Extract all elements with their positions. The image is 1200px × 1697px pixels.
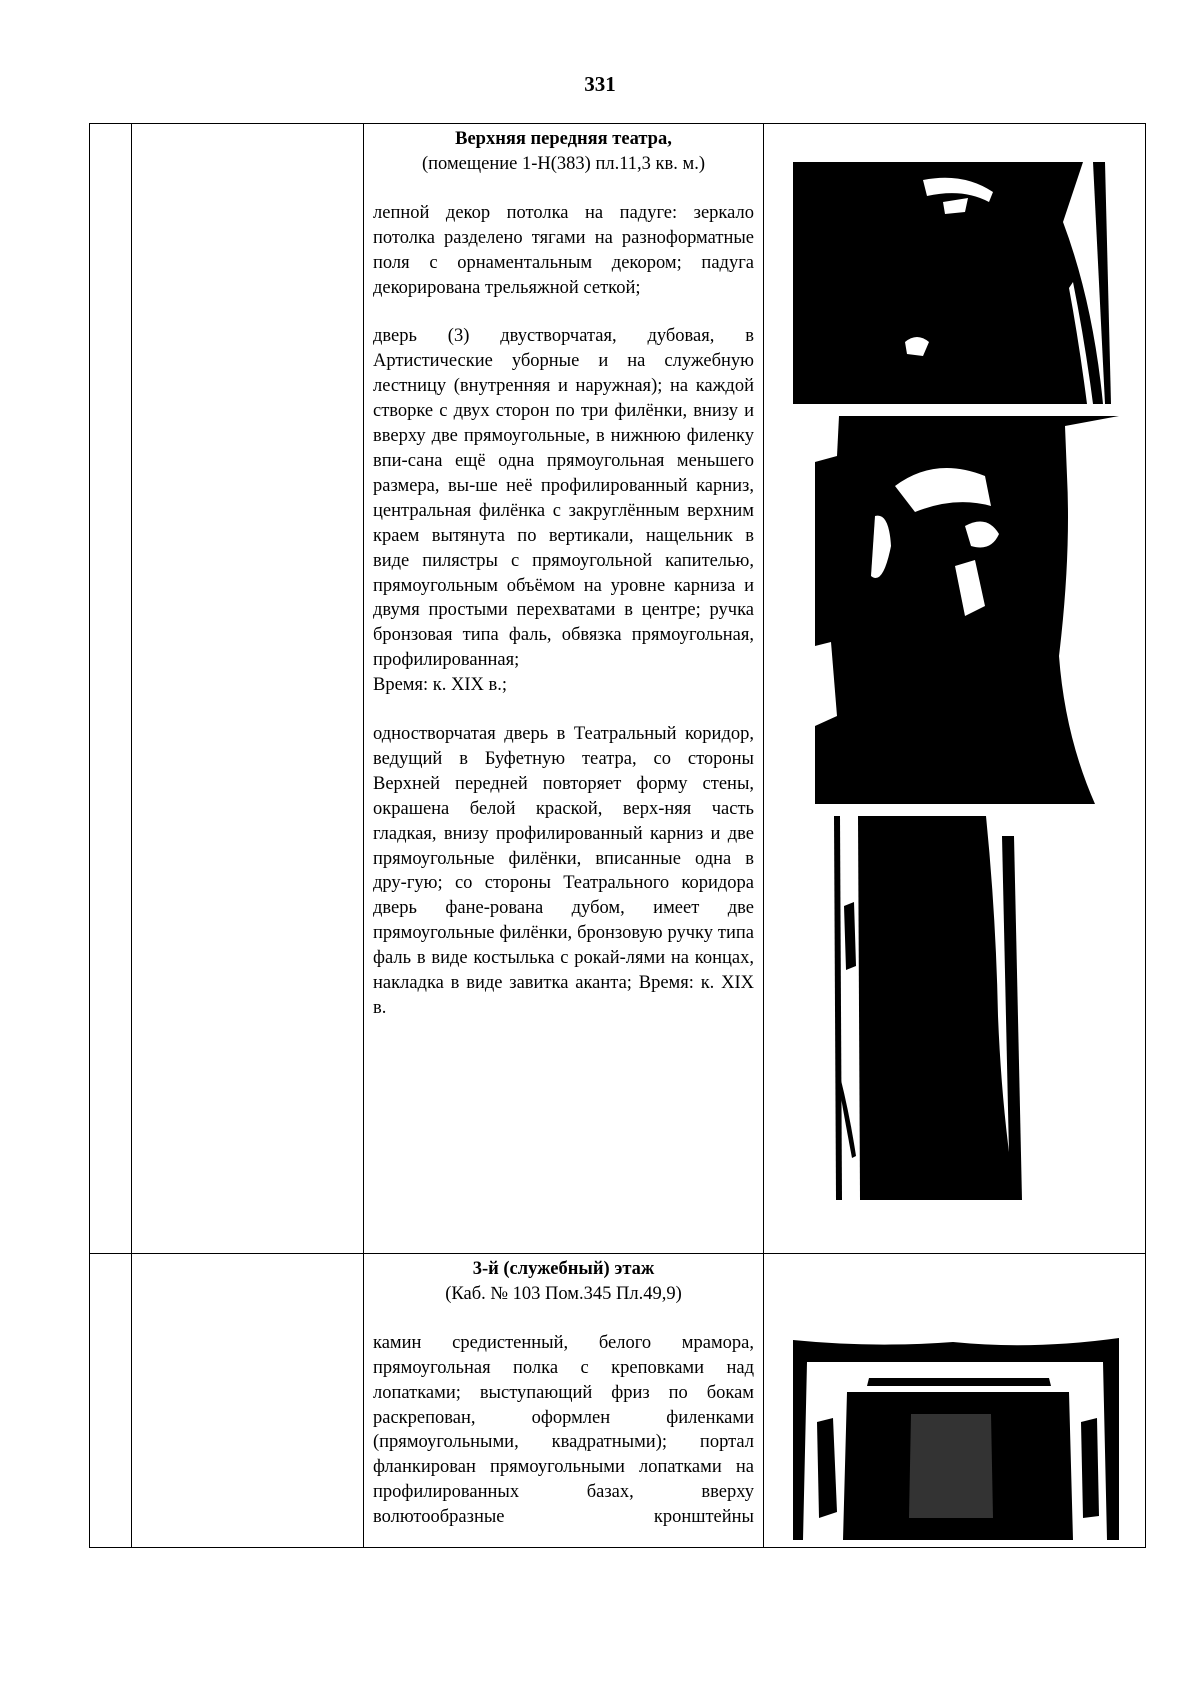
description-paragraph: одностворчатая дверь в Театральный коридор, ведущий в Буфетную театра, со стороны Верхней передней повторяет форму стены, окрашена белой краской, верх-няя часть гладкая, внизу профилированный карниз и две прямоугольные филёнки, вписанные одна в дру-гую; со стороны Театрального коридора дверь фане-рована дубом, имеет две прямоугольные филёнки, бронзовую ручку типа фаль в виде костылька с рокай-лями на концах, накладка в виде завитка аканта; Время: к. XIX в. — [373, 724, 754, 1018]
description-paragraph: камин средистенный, белого мрамора, прямоугольная полка с креповками над лопатками; выступающий фриз по бокам раскрепован, оформлен филенками (прямоугольными, квадратными); портал фланкирован прямоугольными лопатками на профилированных базах, вверху волютообразные кронштейны — [373, 1332, 754, 1528]
table-row — [90, 1254, 1146, 1548]
number-cell — [90, 1254, 132, 1548]
heritage-table — [89, 123, 1146, 1548]
section-title: 3-й (служебный) этаж — [472, 1259, 655, 1279]
single-door-photo — [826, 816, 1048, 1200]
description-cell — [364, 1254, 764, 1548]
description-cell — [364, 124, 764, 1254]
section-subtitle: (помещение 1-Н(383) пл.11,3 кв. м.) — [422, 153, 705, 174]
page-number: 331 — [584, 72, 616, 96]
photo-cell — [764, 1254, 1146, 1548]
table-row — [90, 124, 1146, 1254]
number-cell — [90, 124, 132, 1254]
section-subtitle: (Каб. № 103 Пом.345 Пл.49,9) — [445, 1283, 682, 1304]
name-cell — [132, 1254, 364, 1548]
description-paragraph: лепной декор потолка на падуге: зеркало потолка разделено тягами на разноформатные поля с орнаментальным декором; падуга декорирована трельяжной сеткой; — [373, 202, 754, 298]
photo-cell — [764, 124, 1146, 1254]
description-paragraph: дверь (3) двустворчатая, дубовая, в Артистические уборные и на служебную лестницу (внутренняя и наружная); на каждой створке с двух сторон по три филёнки, внизу и вверху две прямоугольные, в нижнюю филенку впи-сана ещё одна прямоугольная меньшего размера, вы-ше неё профилированный карниз, центральная филёнка с закруглённым верхним краем вытянута по вертикали, нащельник в виде пилястры с прямоугольной капителью, прямоугольным объёмом на уровне карниза и двумя простыми перехватами в центре; ручка бронзовая типа фаль, обвязка прямоугольная, профилированная; — [373, 326, 754, 671]
ceiling-stucco-photo — [793, 162, 1119, 404]
section-title: Верхняя передняя театра, — [455, 129, 672, 149]
fireplace-photo — [793, 1322, 1119, 1540]
name-cell — [132, 124, 364, 1254]
description-paragraph: Время: к. XIX в.; — [373, 675, 508, 696]
double-door-photo — [815, 416, 1119, 804]
